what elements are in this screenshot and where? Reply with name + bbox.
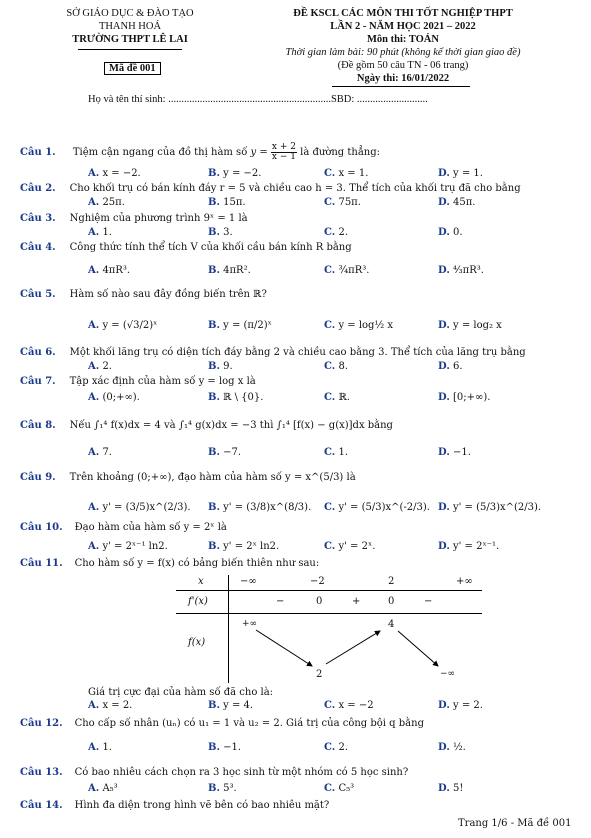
exam-title: ĐỀ KSCL CÁC MÔN THI TỐT NGHIỆP THPT: [293, 8, 513, 19]
q8: Câu 8. Nếu ∫₁⁴ f(x)dx = 4 và ∫₁⁴ g(x)dx = −3 thì ∫₁⁴ [f(x) − g(x)]dx bằng: [20, 420, 393, 431]
province-name: THANH HOÁ: [98, 21, 162, 32]
candidate-line: Họ và tên thí sinh: ..............................................................SBD: ...........................: [88, 94, 428, 105]
exam-code: Mã đề 001: [104, 62, 161, 75]
q12: Câu 12. Cho cấp số nhân (uₙ) có u₁ = 1 và u₂ = 2. Giá trị của công bội q bằng: [20, 718, 424, 729]
q5: Câu 5. Hàm số nào sau đây đồng biến trên ℝ?: [20, 289, 267, 300]
q1-a: A. x = −2.: [88, 168, 141, 179]
q11-sub: Giá trị cực đại của hàm số đã cho là:: [88, 687, 274, 698]
q14: Câu 14. Hình đa diện trong hình vẽ bên có bao nhiêu mặt?: [20, 800, 330, 811]
q1-d: D. y = 1.: [438, 168, 483, 179]
school-name: TRƯỜNG THPT LÊ LAI: [72, 34, 188, 45]
q11: Câu 11. Cho hàm số y = f(x) có bảng biến thiên như sau:: [20, 558, 320, 569]
q1-c: C. x = 1.: [324, 168, 369, 179]
q6: Câu 6. Một khối lăng trụ có diện tích đáy bằng 2 và chiều cao bằng 3. Thể tích của lăng trụ bằng: [20, 347, 526, 358]
q7: Câu 7. Tập xác định của hàm số y = log x là: [20, 376, 256, 387]
exam-date: Ngày thi: 16/01/2022: [356, 73, 450, 84]
q1: Câu 1. Tiệm cận ngang của đồ thị hàm số y = $\frac{x + 2}{x - 1}$ là đường thẳng:: [20, 142, 381, 162]
time-limit: Thời gian làm bài: 90 phút (không kể thời gian giao đề): [285, 47, 521, 58]
q3: Câu 3. Nghiệm của phương trình 9ˣ = 1 là: [20, 213, 248, 224]
q2: Câu 2. Cho khối trụ có bán kính đáy r = 5 và chiều cao h = 3. Thể tích của khối trụ đã cho bằng: [20, 183, 521, 194]
subject: Môn thi: TOÁN: [367, 34, 439, 45]
exam-round: LẦN 2 - NĂM HỌC 2021 – 2022: [330, 21, 476, 32]
q13: Câu 13. Có bao nhiêu cách chọn ra 3 học sinh từ một nhóm có 5 học sinh?: [20, 767, 409, 778]
q1-b: B. y = −2.: [208, 168, 262, 179]
q9: Câu 9. Trên khoảng (0;+∞), đạo hàm của hàm số y = x^(5/3) là: [20, 472, 356, 483]
dept-name: SỞ GIÁO DỤC & ĐÀO TẠO: [66, 8, 194, 19]
q10: Câu 10. Đạo hàm của hàm số y = 2ˣ là: [20, 522, 227, 533]
page-count: (Đề gồm 50 câu TN - 06 trang): [337, 60, 469, 71]
q4: Câu 4. Công thức tính thể tích V của khối cầu bán kính R bằng: [20, 242, 352, 253]
page-footer: Trang 1/6 - Mã đề 001: [458, 818, 572, 829]
